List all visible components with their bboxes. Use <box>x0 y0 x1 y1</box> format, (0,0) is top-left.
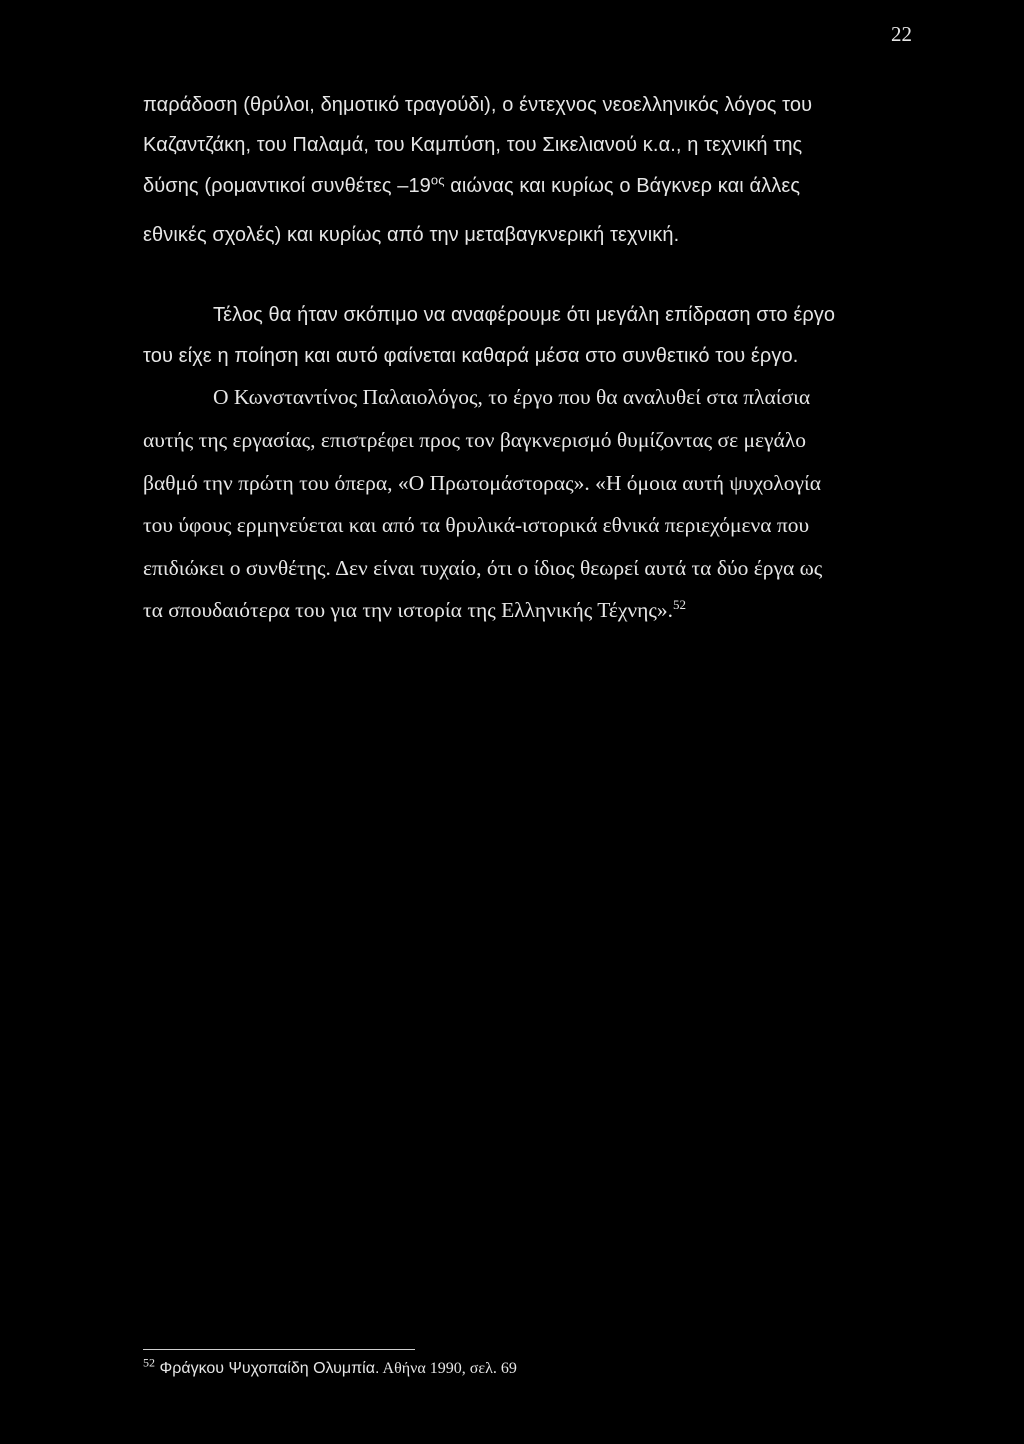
text-line: του είχε η ποίηση και αυτό φαίνεται καθαρά μέσα στο συνθετικό του έργο. <box>143 345 799 367</box>
text-line: Καζαντζάκη, του Παλαμά, του Καμπύση, του Σικελιανού κ.α., η τεχνική της <box>143 134 803 156</box>
text-line: εθνικές σχολές) και κυρίως από την μεταβαγκνερική τεχνική. <box>143 224 680 246</box>
text-segment: δύσης (ρομαντικοί συνθέτες –19 <box>143 175 431 197</box>
footnote-reference[interactable]: 52 <box>673 596 687 612</box>
text-line: βαθμό την πρώτη του όπερα, «Ο Πρωτομάστορας». «Η όμοια αυτή ψυχολογία <box>143 471 822 495</box>
text-line: Τέλος θα ήταν σκόπιμο να αναφέρουμε ότι μεγάλη επίδραση στο έργο <box>213 304 836 326</box>
text-line: παράδοση (θρύλοι, δημοτικό τραγούδι), ο έντεχνος νεοελληνικός λόγος του <box>143 94 813 116</box>
page-number: 22 <box>891 22 912 46</box>
footnote-divider <box>143 1349 415 1350</box>
footnote-number: 52 <box>143 1355 155 1370</box>
text-segment: τα σπουδαιότερα του για την ιστορία της Ελληνικής Τέχνης». <box>143 598 674 622</box>
text-line: του ύφους ερμηνεύεται και από τα θρυλικά-ιστορικά εθνικά περιεχόμενα που <box>143 513 810 537</box>
text-segment: αιώνας και κυρίως ο Βάγκνερ και άλλες <box>444 175 801 197</box>
text-line: Ο Κωνσταντίνος Παλαιολόγος, το έργο που θα αναλυθεί στα πλαίσια <box>213 385 811 409</box>
text-line: επιδιώκει ο συνθέτης. Δεν είναι τυχαίο, ότι ο ίδιος θεωρεί αυτά τα δύο έργα ως <box>143 556 823 580</box>
text-line: αυτής της εργασίας, επιστρέφει προς τον βαγκνερισμό θυμίζοντας σε μεγάλο <box>143 428 806 452</box>
footnote-publication: Αθήνα 1990, σελ. 69 <box>379 1360 517 1377</box>
footnote <box>143 1355 517 1378</box>
text-line <box>143 598 686 622</box>
text-line <box>143 174 800 198</box>
ordinal-superscript: ος <box>430 172 445 188</box>
footnote-author: Φράγκου Ψυχοπαίδη Ολυμπία. <box>155 1360 380 1377</box>
